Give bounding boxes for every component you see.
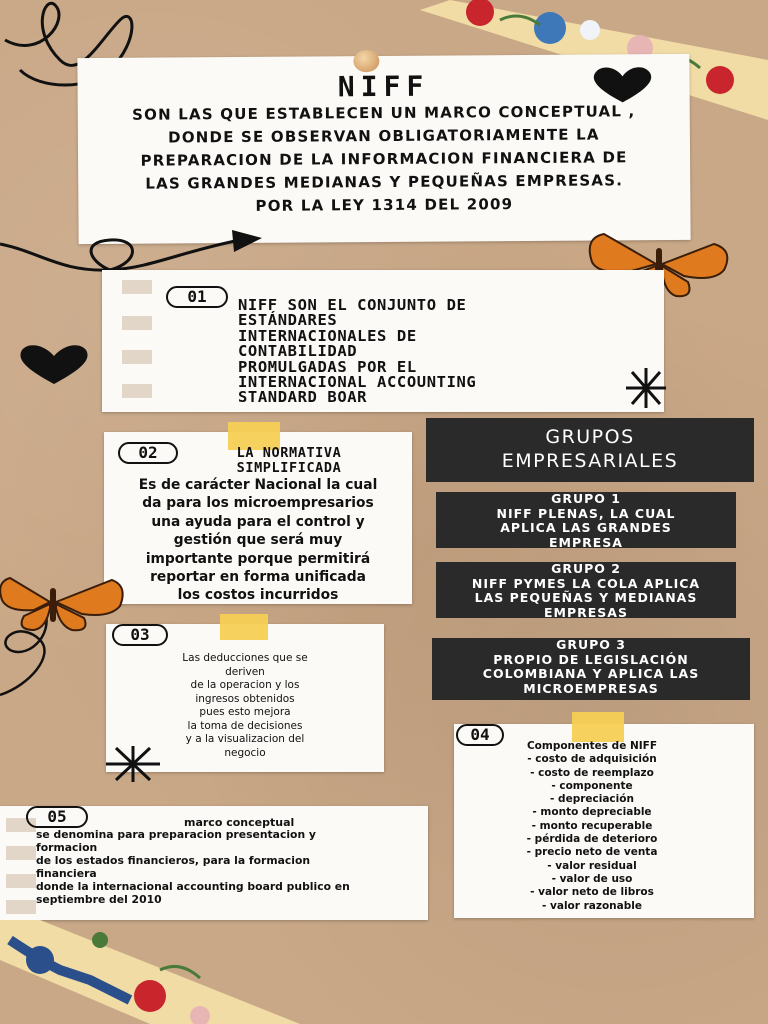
- section-05-line: financiera: [36, 867, 97, 880]
- group-line: GRUPO 2: [551, 561, 621, 576]
- header-text: [78, 100, 691, 219]
- section-05-card: [0, 806, 428, 920]
- tape: [220, 614, 268, 640]
- header-line: LAS GRANDES MEDIANAS Y PEQUEÑAS EMPRESAS.: [145, 171, 624, 193]
- section-05-line: se denomina para preparacion presentacion y: [36, 828, 316, 841]
- section-05-line: formacion: [36, 841, 98, 854]
- floral-strip-bottom: [0, 920, 300, 1024]
- group-line: APLICA LAS GRANDES: [500, 520, 672, 535]
- tab-stripe: [122, 384, 152, 398]
- section-01-line: STANDARD BOAR: [238, 388, 368, 407]
- list-item: - costo de reemplazo: [530, 766, 654, 779]
- section-02-title: [174, 446, 404, 476]
- section-number: 04: [456, 724, 504, 746]
- section-03-line: pues esto mejora: [199, 706, 291, 718]
- section-01-line: CONTABILIDAD: [238, 342, 358, 361]
- list-item: - costo de adquisición: [527, 753, 657, 766]
- section-02-line: Es de carácter Nacional la cual: [138, 477, 378, 493]
- page-title: NIFF: [337, 69, 430, 104]
- section-02-title-line: SIMPLIFICADA: [236, 460, 342, 476]
- section-number: 02: [118, 442, 178, 464]
- section-03-line: Las deducciones que se: [182, 652, 308, 664]
- section-01-card: [102, 270, 664, 412]
- tab-stripe: [6, 846, 36, 860]
- section-01-line: INTERNACIONAL ACCOUNTING: [238, 373, 477, 392]
- header-line: POR LA LEY 1314 DEL 2009: [255, 195, 514, 215]
- section-02-line: importante porque permitirá: [145, 550, 371, 567]
- pin: [353, 50, 379, 72]
- section-01-text: [238, 298, 476, 406]
- section-02-line: da para los microempresarios: [142, 495, 374, 512]
- section-02-line: reportar en forma unificada: [150, 569, 366, 586]
- list-item: - pérdida de deterioro: [526, 833, 658, 846]
- section-02-card: [104, 432, 412, 604]
- group-line: GRUPO 1: [551, 491, 621, 506]
- group-line: MICROEMPRESAS: [523, 680, 659, 696]
- list-item: - depreciación: [550, 793, 634, 806]
- section-04-list: [454, 740, 730, 913]
- group-line: COLOMBIANA Y APLICA LAS: [482, 666, 700, 681]
- section-03-line: negocio: [224, 746, 266, 759]
- section-02-line: gestión que será muy: [173, 532, 343, 549]
- groups-heading-line: GRUPOS: [545, 426, 635, 448]
- section-number: 03: [112, 624, 168, 646]
- list-item: - precio neto de venta: [526, 846, 658, 859]
- section-01-line: NIFF SON EL CONJUNTO DE: [238, 296, 467, 314]
- list-item: - monto depreciable: [532, 806, 652, 819]
- group-line: NIFF PYMES LA COLA APLICA: [471, 575, 701, 591]
- section-01-line: INTERNACIONALES DE: [238, 326, 417, 345]
- header-line: SON LAS QUE ESTABLECEN UN MARCO CONCEPTUAL ,: [132, 102, 636, 124]
- header-card: [77, 54, 690, 244]
- list-item: - valor neto de libros: [530, 886, 654, 899]
- section-04-card: [454, 724, 754, 918]
- group-line: EMPRESA: [549, 534, 623, 550]
- list-item: - valor residual: [547, 859, 637, 872]
- tape: [572, 712, 624, 742]
- section-number: 05: [26, 806, 88, 828]
- section-05-line: de los estados financieros, para la formacion: [36, 854, 311, 867]
- list-item: - valor de uso: [551, 872, 633, 885]
- group-line: GRUPO 3: [556, 637, 626, 652]
- tab-stripe: [6, 874, 36, 888]
- section-04-title: Componentes de NIFF: [526, 740, 658, 752]
- groups-heading: [426, 418, 754, 482]
- section-01-line: PROMULGADAS POR EL: [238, 357, 417, 376]
- tab-stripe: [122, 350, 152, 364]
- group-line: PROPIO DE LEGISLACIÓN: [493, 651, 689, 667]
- section-02-line: una ayuda para el control y: [151, 513, 365, 530]
- section-02-body: [104, 476, 412, 605]
- group-line: NIFF PLENAS, LA CUAL: [496, 505, 676, 521]
- section-05-line: septiembre del 2010: [36, 893, 162, 906]
- star-icon: [622, 366, 670, 410]
- heart-icon: [16, 340, 92, 386]
- list-item: - componente: [551, 779, 633, 792]
- tab-stripe: [6, 900, 36, 914]
- tab-stripe: [122, 316, 152, 330]
- tab-stripe: [122, 280, 152, 294]
- group-line: EMPRESAS: [544, 604, 628, 620]
- section-05-line: donde la internacional accounting board publico en: [36, 880, 350, 893]
- section-05-title: marco conceptual: [184, 816, 295, 829]
- header-line: DONDE SE OBSERVAN OBLIGATORIAMENTE LA: [168, 125, 600, 147]
- header-line: PREPARACION DE LA INFORMACION FINANCIERA DE: [140, 148, 628, 170]
- section-03-line: deriven: [225, 665, 265, 678]
- list-item: - monto recuperable: [531, 819, 653, 832]
- section-03-line: ingresos obtenidos: [195, 692, 295, 705]
- group-2-box: [436, 562, 736, 618]
- section-03-line: la toma de decisiones: [187, 719, 303, 732]
- group-1-box: [436, 492, 736, 548]
- section-05-text: [36, 828, 428, 906]
- butterfly-icon: [0, 572, 128, 632]
- star-icon: [104, 744, 162, 784]
- section-02-line: los costos incurridos: [177, 587, 339, 604]
- groups-heading-line: EMPRESARIALES: [501, 450, 679, 472]
- list-item: - valor razonable: [542, 899, 642, 912]
- group-3-box: [432, 638, 750, 700]
- section-03-line: de la operacion y los: [190, 679, 300, 691]
- section-01-line: ESTÁNDARES: [238, 311, 338, 330]
- group-line: LAS PEQUEÑAS Y MEDIANAS: [474, 590, 698, 605]
- section-02-title-line: LA NORMATIVA: [236, 445, 342, 461]
- section-number: 01: [166, 286, 228, 308]
- section-03-line: y a la visualizacion del: [185, 733, 305, 745]
